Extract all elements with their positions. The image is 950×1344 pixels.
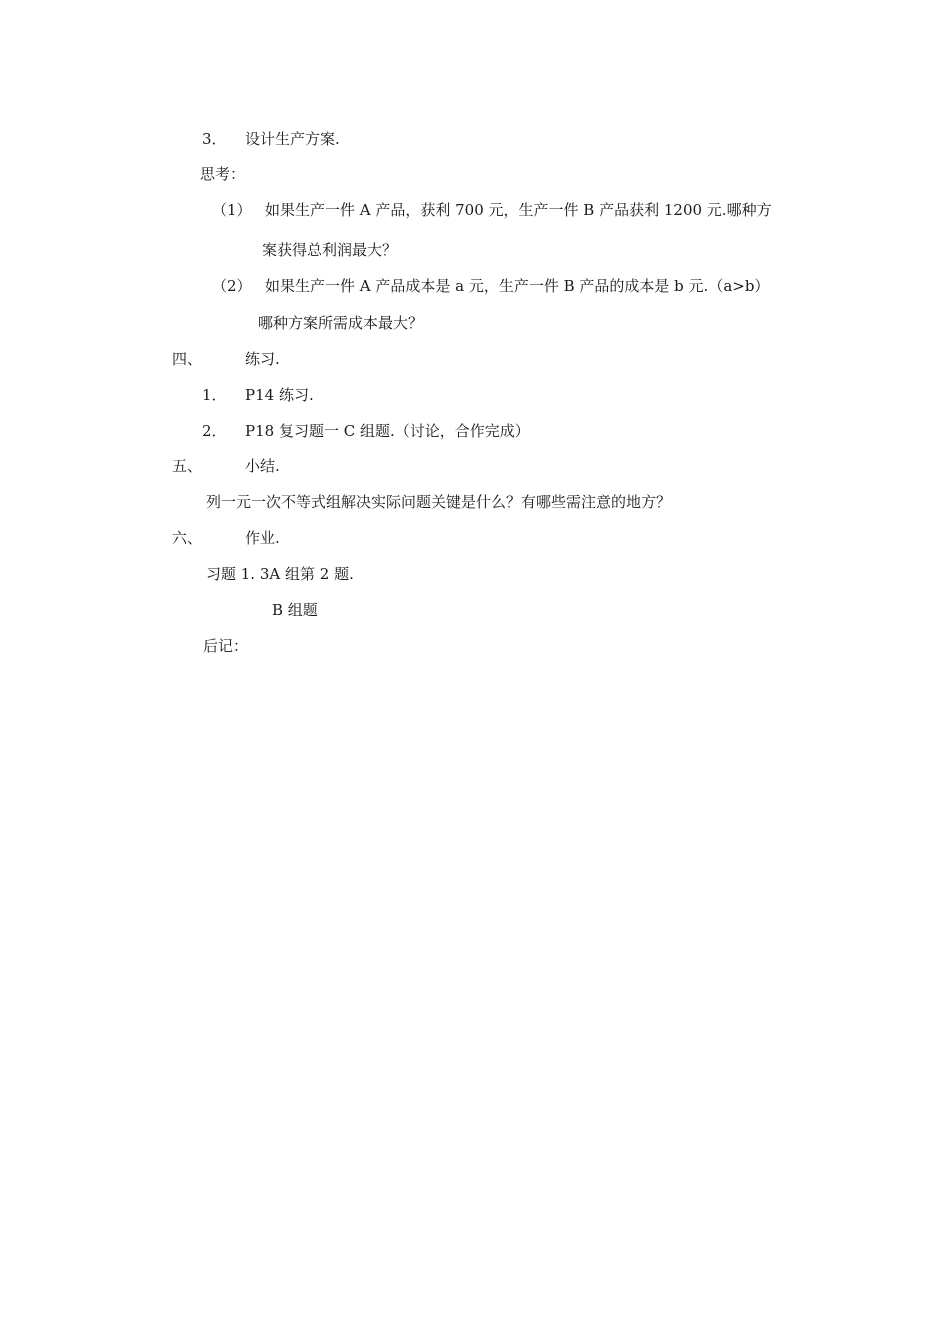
homework-line-1: 习题 1. 3A 组第 2 题. bbox=[206, 565, 354, 583]
section-4-number: 四、 bbox=[172, 350, 203, 368]
question-1-line-2: 案获得总利润最大？ bbox=[262, 241, 398, 259]
item-3-text: 设计生产方案. bbox=[245, 130, 340, 148]
section-5-title: 小结. bbox=[245, 457, 280, 475]
summary-question: 列一元一次不等式组解决实际问题关键是什么？有哪些需注意的地方？ bbox=[206, 493, 672, 511]
think-label: 思考： bbox=[200, 165, 246, 183]
exercise-1-text: P14 练习. bbox=[245, 386, 314, 404]
exercise-2-text: P18 复习题一 C 组题.（讨论，合作完成） bbox=[245, 422, 530, 440]
exercise-2-number: 2． bbox=[202, 422, 227, 440]
section-4-title: 练习. bbox=[245, 350, 280, 368]
question-1-number: （1） bbox=[212, 201, 252, 219]
section-6-title: 作业. bbox=[245, 529, 280, 547]
exercise-1-number: 1． bbox=[202, 386, 227, 404]
section-5-number: 五、 bbox=[172, 457, 203, 475]
section-6-number: 六、 bbox=[172, 529, 203, 547]
postscript-label: 后记： bbox=[203, 637, 249, 655]
question-2-line-2: 哪种方案所需成本最大？ bbox=[258, 314, 424, 332]
item-3-number: 3． bbox=[202, 130, 227, 148]
question-2-line-1: 如果生产一件 A 产品成本是 a 元，生产一件 B 产品的成本是 b 元.（a>b） bbox=[265, 277, 770, 295]
question-2-number: （2） bbox=[212, 277, 252, 295]
question-1-line-1: 如果生产一件 A 产品，获利 700 元，生产一件 B 产品获利 1200 元.哪种方 bbox=[265, 201, 772, 219]
homework-line-2: B 组题 bbox=[272, 601, 318, 619]
